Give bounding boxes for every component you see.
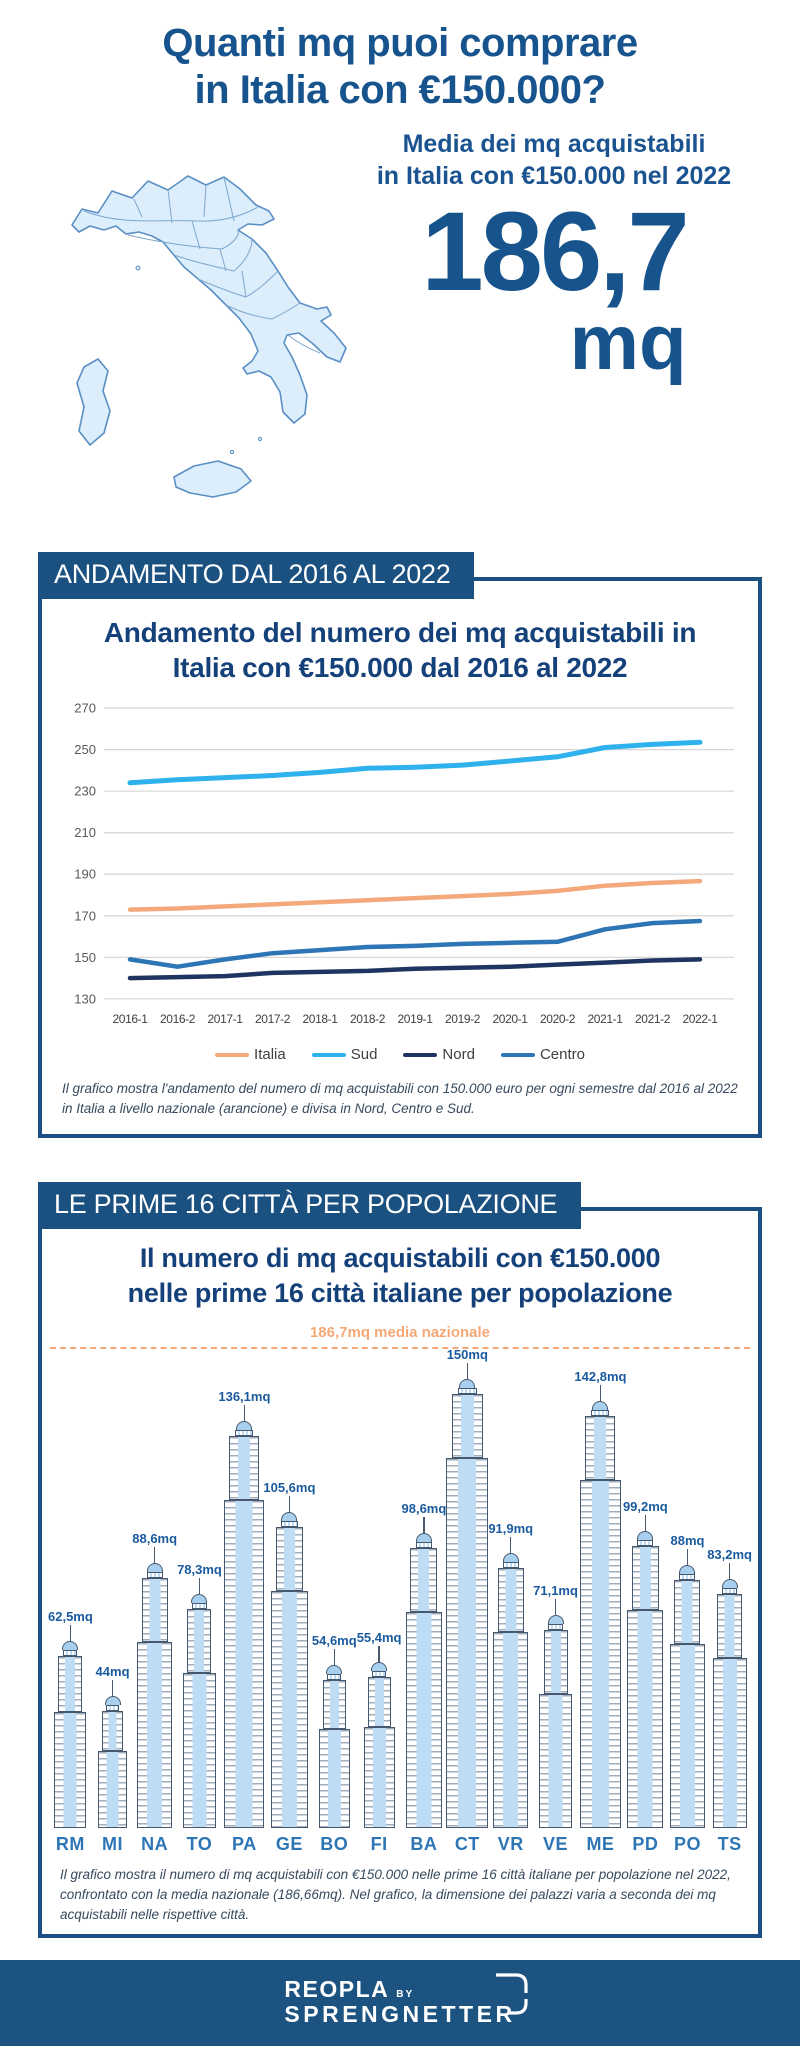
building-value-label: 136,1mq — [218, 1389, 271, 1405]
building-column-me — [574, 1369, 627, 1855]
city-label: PD — [632, 1834, 659, 1855]
building-value-label: 62,5mq — [48, 1609, 93, 1625]
brand-name — [284, 1977, 515, 2001]
hero-subtitle-line2: in Italia con €150.000 nel 2022 — [376, 162, 732, 191]
city-label: NA — [141, 1834, 169, 1855]
brand-name-2: SPRENGNETTER — [284, 2001, 516, 2028]
building-dome-icon — [371, 1662, 387, 1671]
svg-text:150: 150 — [74, 950, 96, 966]
city-label: TO — [186, 1834, 213, 1855]
building-antenna-icon — [154, 1547, 156, 1563]
building-upper-tier — [498, 1568, 524, 1632]
building-column-ts — [707, 1547, 752, 1855]
legend-label: Centro — [539, 1046, 585, 1064]
building-value-label: 44mq — [95, 1664, 130, 1680]
building-upper-tier — [452, 1394, 483, 1458]
svg-text:250: 250 — [74, 742, 96, 758]
building-dome-icon — [191, 1594, 207, 1603]
legend-swatch — [403, 1053, 437, 1058]
building-body — [670, 1644, 705, 1828]
building-upper-tier — [585, 1416, 615, 1480]
section-cities-box — [38, 1207, 762, 1938]
building-antenna-icon — [199, 1578, 201, 1594]
building-column-rm — [48, 1609, 93, 1855]
legend-swatch — [501, 1053, 535, 1058]
building-column-mi — [93, 1664, 132, 1855]
city-label: ME — [586, 1834, 615, 1855]
section-cities-tag: LE PRIME 16 CITTÀ PER POPOLAZIONE — [38, 1182, 581, 1229]
building-antenna-icon — [729, 1563, 731, 1579]
building-dome-icon — [105, 1696, 121, 1705]
cities-title-line1: Il numero di mq acquistabili con €150.000 — [139, 1243, 661, 1274]
city-label: FI — [370, 1834, 388, 1855]
svg-text:2019-1: 2019-1 — [397, 1012, 433, 1027]
average-unit: mq — [569, 297, 687, 386]
building-dome-icon — [548, 1615, 564, 1624]
building-antenna-icon — [467, 1363, 469, 1379]
hero-callout — [342, 128, 766, 386]
building-body — [713, 1658, 747, 1828]
svg-text:2021-1: 2021-1 — [587, 1012, 623, 1027]
building-upper-tier — [368, 1677, 391, 1727]
building-upper-tier — [187, 1609, 211, 1673]
city-label: PA — [232, 1834, 257, 1855]
building-dome-icon — [147, 1563, 163, 1572]
section-trend-box — [38, 577, 762, 1139]
building-body — [539, 1694, 572, 1828]
building-upper-tier — [102, 1711, 123, 1751]
building-upper-tier — [717, 1594, 742, 1658]
hero-subtitle-line1: Media dei mq acquistabili — [402, 129, 706, 158]
building-body — [54, 1712, 86, 1828]
cities-buildings-chart — [42, 1349, 758, 1855]
building-column-bo — [312, 1633, 357, 1855]
page-title-line1: Quanti mq puoi comprare — [162, 21, 638, 65]
building-antenna-icon — [510, 1537, 512, 1553]
legend-item-sud — [312, 1046, 378, 1063]
building-column-pa — [218, 1389, 271, 1855]
page-title-line2: in Italia con €150.000? — [194, 67, 606, 112]
building-upper-tier — [674, 1580, 700, 1644]
sprengnetter-bracket-icon — [488, 1970, 532, 2018]
building-dome-icon — [62, 1641, 78, 1650]
building-body — [446, 1458, 488, 1828]
svg-text:2018-2: 2018-2 — [350, 1012, 385, 1027]
section-cities — [38, 1182, 762, 1938]
trend-chart-svg — [42, 692, 758, 1044]
sicily-shape — [174, 461, 251, 497]
building-dome-icon — [679, 1565, 695, 1574]
building-antenna-icon — [70, 1625, 72, 1641]
building-antenna-icon — [645, 1515, 647, 1531]
building-body — [183, 1673, 216, 1828]
section-trend-tag: ANDAMENTO DAL 2016 AL 2022 — [38, 552, 474, 599]
hero-section — [0, 118, 800, 518]
svg-text:2017-1: 2017-1 — [207, 1012, 243, 1027]
building-value-label: 88mq — [670, 1533, 705, 1549]
building-upper-tier — [544, 1630, 568, 1694]
city-label: TS — [717, 1834, 742, 1855]
svg-text:190: 190 — [74, 866, 96, 882]
building-upper-tier — [142, 1578, 168, 1642]
legend-swatch — [215, 1053, 249, 1058]
building-antenna-icon — [244, 1405, 246, 1421]
building-upper-tier — [323, 1680, 346, 1729]
city-label: BA — [410, 1834, 438, 1855]
building-column-ve — [533, 1583, 578, 1855]
italy-map — [22, 118, 352, 514]
building-value-label: 78,3mq — [177, 1562, 222, 1578]
brand-reopla: REOPLA — [284, 1976, 390, 2003]
building-antenna-icon — [687, 1549, 689, 1565]
legend-label: Nord — [442, 1046, 475, 1064]
building-dome-icon — [592, 1401, 608, 1410]
building-upper-tier — [58, 1656, 82, 1712]
svg-text:2020-1: 2020-1 — [492, 1012, 528, 1027]
building-value-label: 83,2mq — [707, 1547, 752, 1563]
footer-band — [0, 1960, 800, 2046]
building-dome-icon — [503, 1553, 519, 1562]
building-dome-icon — [459, 1379, 475, 1388]
building-dome-icon — [637, 1531, 653, 1540]
trend-chart-legend — [42, 1046, 758, 1063]
section-trend — [38, 552, 762, 1139]
legend-label: Sud — [350, 1046, 378, 1064]
svg-text:2021-2: 2021-2 — [635, 1012, 670, 1027]
building-value-label: 99,2mq — [622, 1499, 668, 1515]
svg-text:2022-1: 2022-1 — [682, 1012, 718, 1027]
building-upper-tier — [229, 1436, 259, 1500]
hero-subtitle — [342, 128, 766, 193]
building-column-to — [177, 1562, 222, 1855]
building-dome-icon — [236, 1421, 252, 1430]
building-column-ba — [402, 1501, 447, 1855]
building-value-label: 98,6mq — [401, 1501, 447, 1517]
building-column-po — [668, 1533, 707, 1855]
svg-text:210: 210 — [74, 825, 96, 841]
building-value-label: 105,6mq — [263, 1480, 316, 1496]
building-value-label: 150mq — [446, 1347, 488, 1363]
building-antenna-icon — [334, 1649, 336, 1665]
building-value-label: 91,9mq — [488, 1521, 534, 1537]
building-body — [493, 1632, 528, 1828]
building-dome-icon — [722, 1579, 738, 1588]
building-value-label: 71,1mq — [533, 1583, 578, 1599]
city-label: BO — [320, 1834, 349, 1855]
cities-title-line2: nelle prime 16 città italiane per popolazione — [127, 1277, 673, 1308]
building-value-label: 55,4mq — [356, 1630, 402, 1646]
legend-item-centro — [501, 1046, 585, 1063]
trend-title-line1: Andamento del numero dei mq acquistabili in — [103, 616, 697, 648]
building-value-label: 54,6mq — [311, 1633, 357, 1649]
building-body — [580, 1480, 621, 1828]
brand-by: BY — [396, 1989, 415, 2001]
legend-item-nord — [403, 1046, 475, 1063]
building-upper-tier — [276, 1527, 303, 1591]
trend-title-line2: Italia con €150.000 dal 2016 al 2022 — [172, 652, 628, 684]
building-body — [627, 1610, 663, 1828]
building-value-label: 142,8mq — [574, 1369, 627, 1385]
building-column-fi — [357, 1630, 402, 1855]
building-upper-tier — [632, 1546, 659, 1610]
brand-logo — [274, 1977, 525, 2029]
building-body — [319, 1729, 350, 1828]
building-column-pd — [623, 1499, 668, 1855]
legend-swatch — [312, 1053, 346, 1058]
svg-text:170: 170 — [74, 908, 96, 924]
building-value-label: 88,6mq — [132, 1531, 178, 1547]
building-column-ct — [446, 1347, 488, 1855]
svg-text:270: 270 — [74, 700, 96, 716]
building-antenna-icon — [423, 1517, 425, 1533]
svg-text:2016-1: 2016-1 — [112, 1012, 148, 1027]
svg-text:2020-2: 2020-2 — [540, 1012, 575, 1027]
building-body — [137, 1642, 172, 1828]
sardinia-shape — [77, 359, 110, 445]
city-label: RM — [55, 1834, 85, 1855]
building-antenna-icon — [600, 1385, 602, 1401]
page-title — [0, 0, 800, 114]
legend-item-italia — [215, 1046, 286, 1063]
building-dome-icon — [416, 1533, 432, 1542]
svg-text:2016-2: 2016-2 — [160, 1012, 195, 1027]
building-upper-tier — [410, 1548, 437, 1612]
building-dome-icon — [326, 1665, 342, 1674]
svg-text:2017-2: 2017-2 — [255, 1012, 290, 1027]
city-label: VE — [543, 1834, 569, 1855]
building-body — [271, 1591, 308, 1828]
legend-label: Italia — [254, 1046, 286, 1064]
svg-text:2018-1: 2018-1 — [302, 1012, 338, 1027]
svg-text:230: 230 — [74, 783, 96, 799]
city-label: MI — [102, 1834, 124, 1855]
trend-chart-caption: Il grafico mostra l'andamento del numero di mq acquistabili con 150.000 euro per ogni semestre dal 2016 al 2022 in Italia a livello nazionale (arancione) e divisa in Nord, Centro e Sud. — [62, 1081, 738, 1116]
city-label: CT — [454, 1834, 480, 1855]
building-body — [224, 1500, 264, 1828]
building-column-ge — [263, 1480, 316, 1855]
city-label: PO — [673, 1834, 701, 1855]
national-average-label: 186,7mq media nazionale — [309, 1324, 491, 1342]
city-label: GE — [275, 1834, 303, 1855]
building-antenna-icon — [112, 1680, 114, 1696]
svg-text:130: 130 — [74, 991, 96, 1007]
average-value: 186,7 — [421, 188, 687, 314]
building-body — [406, 1612, 442, 1828]
city-label: VR — [497, 1834, 524, 1855]
building-antenna-icon — [555, 1599, 557, 1615]
building-antenna-icon — [378, 1646, 380, 1662]
italy-mainland-shape — [72, 176, 346, 423]
building-column-vr — [488, 1521, 533, 1855]
building-body — [98, 1751, 127, 1828]
building-column-na — [132, 1531, 177, 1855]
building-body — [364, 1727, 395, 1828]
building-dome-icon — [281, 1512, 297, 1521]
building-antenna-icon — [289, 1496, 291, 1512]
svg-text:2019-2: 2019-2 — [445, 1012, 480, 1027]
cities-chart-caption: Il grafico mostra il numero di mq acquistabili con €150.000 nelle prime 16 città italiane per popolazione nel 2022, confrontato con la media nazionale (186,66mq). Nel grafico, la dimensione dei palazzi varia a seconda dei mq acquistabili nelle rispettive città. — [60, 1867, 731, 1922]
average-block — [421, 188, 687, 386]
